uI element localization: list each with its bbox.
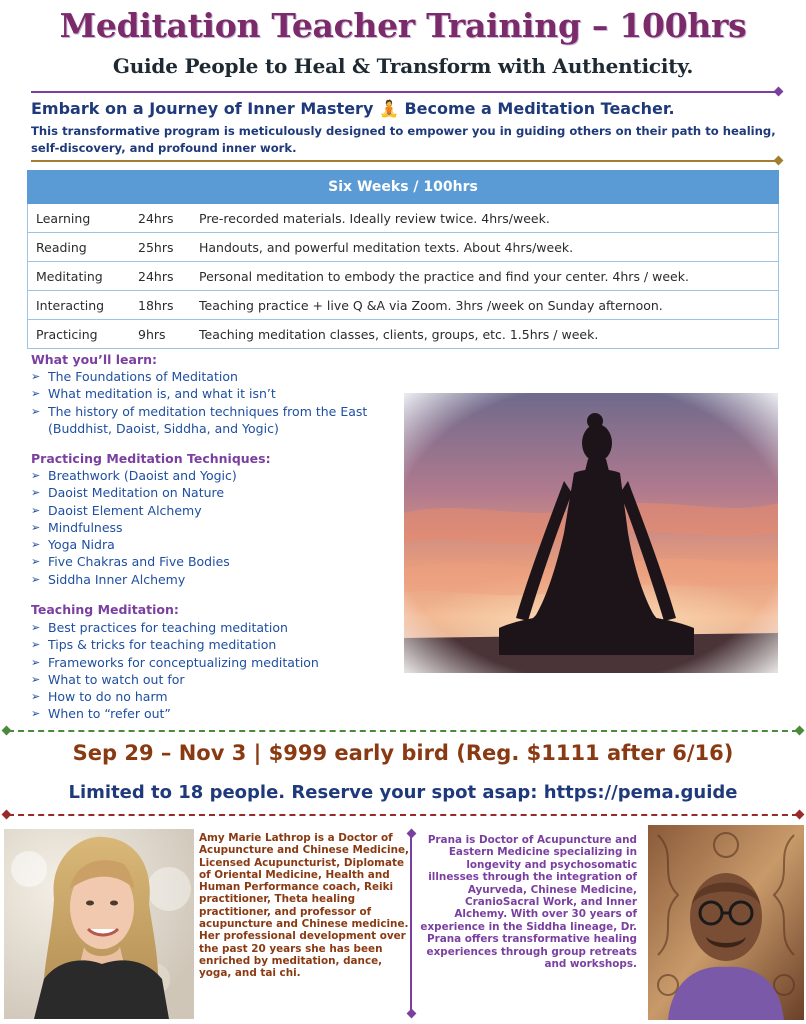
arrow-bullet-icon: ➢: [31, 672, 41, 686]
meditation-sunset-photo: [404, 393, 778, 673]
divider: [31, 91, 779, 93]
arrow-bullet-icon: ➢: [31, 621, 41, 634]
list-item: ➢ Daoist Element Alchemy: [31, 502, 202, 518]
list-item: ➢ How to do no harm: [31, 689, 168, 705]
techniques-heading: Practicing Meditation Techniques:: [31, 451, 271, 466]
schedule-header: Six Weeks / 100hrs: [28, 171, 779, 204]
teaching-heading: Teaching Meditation:: [31, 602, 179, 617]
divider-diamond-icon: [2, 810, 12, 820]
learn-list: [31, 368, 367, 437]
page-title: Meditation Teacher Training – 100hrs: [59, 6, 747, 45]
divider: [8, 814, 798, 816]
list-item: ➢ Daoist Meditation on Nature: [31, 485, 225, 501]
arrow-bullet-icon: ➢: [31, 555, 41, 569]
table-row: [28, 320, 779, 349]
list-item: ➢ What to watch out for: [31, 671, 185, 687]
list-item: ➢ Tips & tricks for teaching meditation: [31, 637, 277, 653]
list-item: ➢ Mindfulness: [31, 519, 123, 535]
activity-cell: Interacting: [28, 291, 133, 320]
enrollment-limit: Limited to 18 people. Reserve your spot asap: https://pema.guide: [68, 782, 738, 803]
arrow-bullet-icon: ➢: [31, 520, 41, 534]
activity-cell: Reading: [28, 233, 133, 262]
hours-cell: 24hrs: [132, 262, 193, 291]
hours-cell: 24hrs: [132, 204, 193, 233]
divider-diamond-icon: [795, 810, 805, 820]
list-item: ➢ Best practices for teaching meditation: [31, 620, 288, 635]
list-item: (Buddhist, Daoist, Siddha, and Yogic): [48, 420, 279, 436]
hours-cell: 25hrs: [132, 233, 193, 262]
arrow-bullet-icon: ➢: [31, 370, 41, 383]
arrow-bullet-icon: ➢: [31, 638, 41, 652]
arrow-bullet-icon: ➢: [31, 404, 41, 418]
list-item: ➢ Frameworks for conceptualizing meditation: [31, 654, 319, 670]
divider-diamond-icon: [407, 1009, 417, 1019]
techniques-list: [31, 467, 237, 588]
amy-bio: Amy Marie Lathrop is a Doctor of Acupuncture and Chinese Medicine, Licensed Acupuncturist, Diplomate of Oriental Medicine, Health and Human Performance coach, Reiki practitioner, Theta healing practitioner, and professor of acupuncture and Chinese medicine. Her professional development over the past 20 years she has been enriched by meditation, dance, yoga, and tai chi.: [199, 832, 409, 980]
divider: [410, 834, 412, 1012]
arrow-bullet-icon: ➢: [31, 538, 41, 552]
list-item: ➢ When to “refer out”: [31, 706, 171, 722]
list-item: ➢ Five Chakras and Five Bodies: [31, 554, 230, 570]
list-item: ➢ Breathwork (Daoist and Yogic): [31, 468, 237, 483]
list-item: ➢ The history of meditation techniques from the East: [31, 403, 368, 419]
list-item: ➢ Yoga Nidra: [31, 537, 115, 553]
table-row: [28, 233, 779, 262]
arrow-bullet-icon: ➢: [31, 387, 41, 401]
hours-cell: 18hrs: [132, 291, 193, 320]
arrow-bullet-icon: ➢: [31, 690, 41, 704]
description-cell: Teaching practice + live Q &A via Zoom. 3hrs /week on Sunday afternoon.: [193, 291, 779, 320]
intro-heading: Embark on a Journey of Inner Mastery 🧘 Become a Meditation Teacher.: [31, 99, 675, 118]
activity-cell: Meditating: [28, 262, 133, 291]
arrow-bullet-icon: ➢: [31, 572, 41, 586]
divider-diamond-icon: [774, 87, 784, 97]
divider: [31, 160, 779, 162]
list-item: ➢ What meditation is, and what it isn’t: [31, 386, 276, 402]
description-cell: Pre-recorded materials. Ideally review twice. 4hrs/week.: [193, 204, 779, 233]
arrow-bullet-icon: ➢: [31, 707, 41, 721]
activity-cell: Learning: [28, 204, 133, 233]
description-cell: Handouts, and powerful meditation texts. About 4hrs/week.: [193, 233, 779, 262]
page-subtitle: Guide People to Heal & Transform with Authenticity.: [112, 54, 694, 78]
amy-portrait-photo: [4, 829, 194, 1019]
intro-text: This transformative program is meticulously designed to empower you in guiding others on their path to healing, self-discovery, and profound inner work.: [31, 124, 776, 155]
description-cell: Personal meditation to embody the practice and find your center. 4hrs / week.: [193, 262, 779, 291]
list-item: ➢ The Foundations of Meditation: [31, 369, 238, 384]
divider-diamond-icon: [795, 726, 805, 736]
divider-diamond-icon: [2, 726, 12, 736]
divider: [8, 730, 798, 732]
divider-diamond-icon: [774, 156, 784, 166]
arrow-bullet-icon: ➢: [31, 503, 41, 517]
activity-cell: Practicing: [28, 320, 133, 349]
schedule-table: [27, 170, 779, 349]
prana-portrait-photo: [648, 825, 804, 1020]
table-row: [28, 262, 779, 291]
arrow-bullet-icon: ➢: [31, 486, 41, 500]
teaching-list: [31, 619, 319, 723]
arrow-bullet-icon: ➢: [31, 469, 41, 482]
table-row: [28, 291, 779, 320]
dates-and-price: Sep 29 – Nov 3 | $999 early bird (Reg. $1111 after 6/16): [72, 741, 734, 765]
prana-bio: Prana is Doctor of Acupuncture and Eastern Medicine specializing in longevity and psychosomatic illnesses through the integration of Ayurveda, Chinese Medicine, CranioSacral Work, and Inner Alchemy. With over 30 years of experience in the Siddha lineage, Dr. Prana offers transformative healing experiences through group retreats and workshops.: [420, 834, 637, 971]
learn-heading: What you’ll learn:: [31, 352, 158, 367]
list-item: ➢ Siddha Inner Alchemy: [31, 571, 186, 587]
hours-cell: 9hrs: [132, 320, 193, 349]
arrow-bullet-icon: ➢: [31, 655, 41, 669]
table-row: [28, 204, 779, 233]
description-cell: Teaching meditation classes, clients, groups, etc. 1.5hrs / week.: [193, 320, 779, 349]
